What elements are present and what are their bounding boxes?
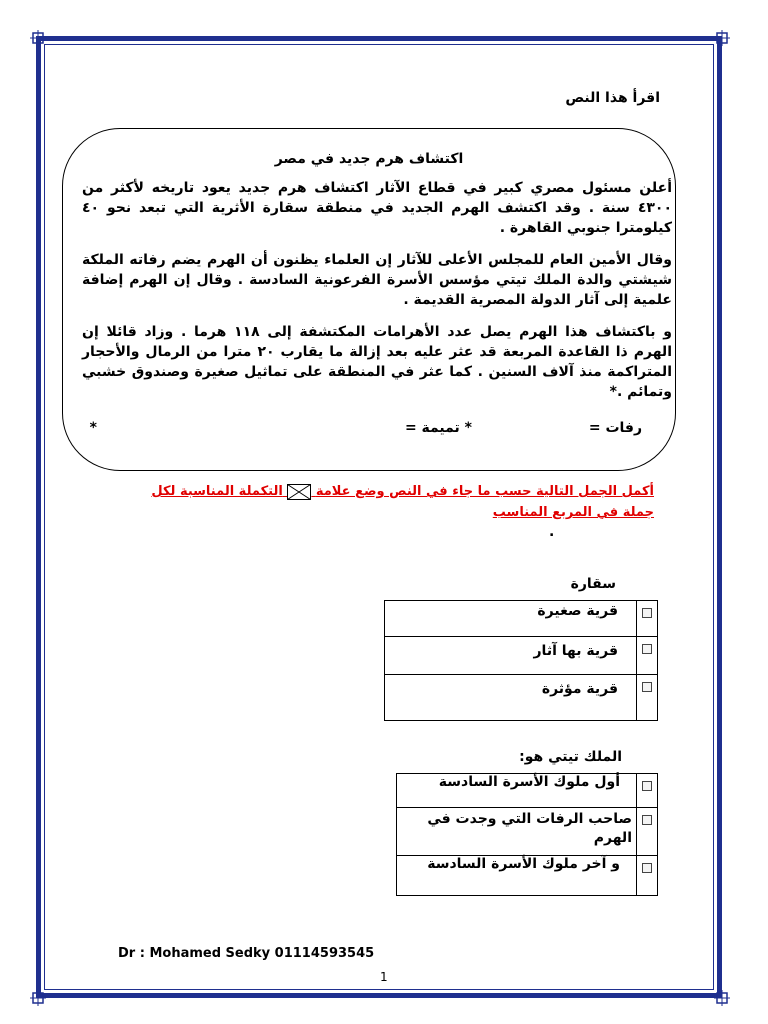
footer-author: Dr : Mohamed Sedky 01114593545 <box>118 946 375 961</box>
frame-corner-ornament <box>714 990 730 1006</box>
passage-title: اكتشاف هرم جديد في مصر <box>274 151 464 167</box>
glossary-term-tamima: * تميمة = <box>404 420 472 436</box>
option-text: أول ملوك الأسرة السادسة <box>397 774 637 808</box>
option-row <box>385 637 658 675</box>
task-instruction-part2: التكملة المناسبة لكل جملة في المربع المناسب <box>151 484 654 520</box>
option-text: قرية بها آثار <box>385 637 637 675</box>
cross-box-icon <box>287 484 311 500</box>
passage-paragraph: و باكتشاف هذا الهرم يصل عدد الأهرامات المكتشفة إلى ١١٨ هرما . وزاد قائلا إن الهرم ذا القاعدة المربعة قد عثر عليه بعد إزالة ما يقارب ٢٠ مترا من الرمال والأحجار المتراكمة منذ آلاف السنين . كما عثر في المنطقة على تماثيل صغيرة وصندوق خشبي وتمائم .* <box>82 324 672 400</box>
passage-paragraph: أعلن مسئول مصري كبير في قطاع الآثار اكتشاف هرم جديد يعود تاريخه لأكثر من ٤٣٠٠ سنة . وقد اكتشف الهرم الجديد في منطقة سقارة الأثرية التي تبعد نحو ٤٠ كيلومترا جنوبي القاهرة . <box>82 180 672 236</box>
frame-corner-ornament <box>30 30 46 46</box>
frame-corner-ornament <box>714 30 730 46</box>
option-row <box>385 601 658 637</box>
option-text: صاحب الرفات التي وجدت في الهرم <box>397 808 637 856</box>
option-checkbox[interactable] <box>637 601 658 637</box>
task-instruction-part1: أكمل الجمل التالية حسب ما جاء في النص وضع علامة <box>315 484 654 499</box>
option-row <box>397 808 658 856</box>
option-checkbox[interactable] <box>637 637 658 675</box>
trailing-dot: . <box>549 524 555 540</box>
option-checkbox[interactable] <box>637 774 658 808</box>
options-table-saqqara <box>384 600 658 721</box>
frame-corner-ornament <box>30 990 46 1006</box>
option-row <box>385 675 658 721</box>
option-text: قرية صغيرة <box>385 601 637 637</box>
glossary-line <box>82 420 642 442</box>
option-text: و آخر ملوك الأسرة السادسة <box>397 856 637 896</box>
question-label-saqqara: سقارة <box>570 576 616 592</box>
page-number: 1 <box>380 970 388 984</box>
task-instruction <box>120 481 654 523</box>
option-row <box>397 774 658 808</box>
passage-paragraph: وقال الأمين العام للمجلس الأعلى للآثار إن العلماء يظنون أن الهرم يضم رفاته الملكة شيشتي والدة الملك تيتي مؤسس الأسرة الفرعونية السادسة . وقال إن الهرم إضافة علمية إلى آثار الدولة المصرية القديمة . <box>82 252 672 308</box>
options-table-king-teti <box>396 773 658 896</box>
option-checkbox[interactable] <box>637 675 658 721</box>
option-row <box>397 856 658 896</box>
option-checkbox[interactable] <box>637 856 658 896</box>
question-label-king-teti: الملك تيتي هو: <box>519 749 622 765</box>
option-text: قرية مؤثرة <box>385 675 637 721</box>
glossary-term-rufat: رفات = <box>588 420 642 436</box>
glossary-star: * <box>89 420 97 436</box>
reading-instruction: اقرأ هذا النص <box>565 90 660 106</box>
option-checkbox[interactable] <box>637 808 658 856</box>
